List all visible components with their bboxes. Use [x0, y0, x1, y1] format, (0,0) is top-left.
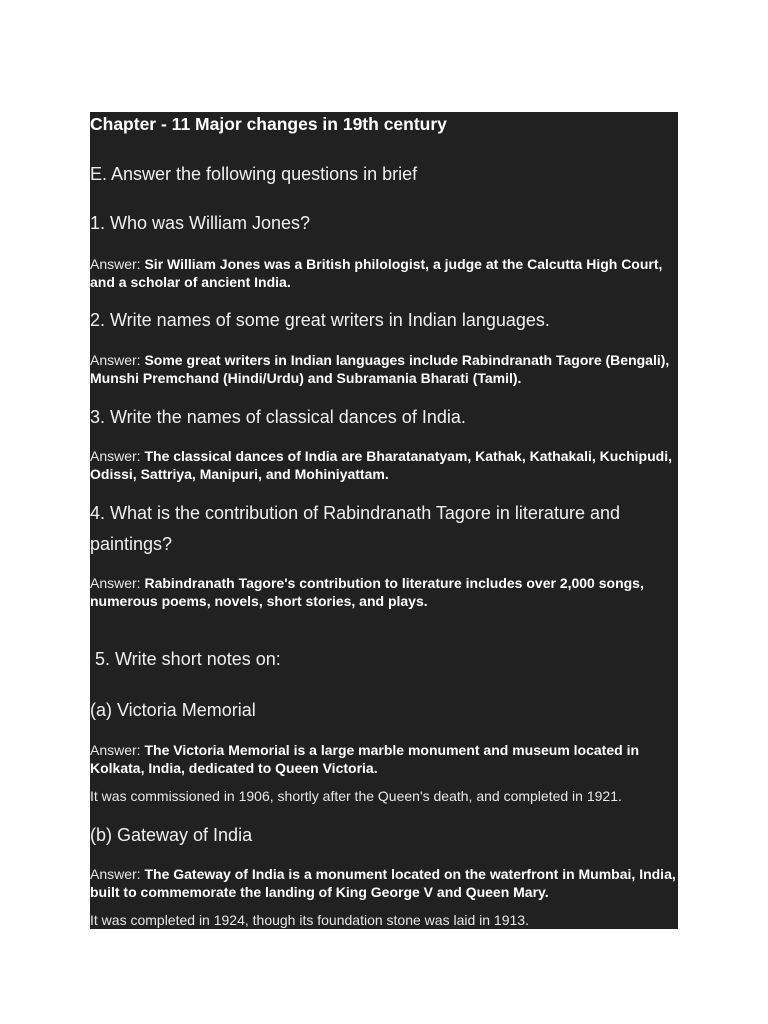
subheading-gateway-of-india: (b) Gateway of India: [90, 825, 253, 845]
content-panel: [90, 112, 678, 929]
subheading-victoria-memorial: (a) Victoria Memorial: [90, 700, 256, 720]
question-2: 2. Write names of some great writers in Indian languages.: [90, 310, 550, 330]
answer-text: The Gateway of India is a monument located on the waterfront in Mumbai, India, built to commemorate the landing of King George V and Queen Mary.: [90, 866, 676, 900]
answer-label: Answer:: [90, 742, 141, 758]
answer-label: Answer:: [90, 352, 141, 368]
answer-label: Answer:: [90, 575, 141, 591]
answer-4: [90, 574, 680, 610]
question-3: 3. Write the names of classical dances of India.: [90, 407, 466, 427]
answer-text: The Victoria Memorial is a large marble monument and museum located in Kolkata, India, dedicated to Queen Victoria.: [90, 742, 640, 776]
answer-text: The classical dances of India are Bharatanatyam, Kathak, Kathakali, Kuchipudi, Odissi, Sattriya, Manipuri, and Mohiniyattam.: [90, 448, 672, 482]
question-5: 5. Write short notes on:: [90, 649, 281, 669]
question-4: 4. What is the contribution of Rabindranath Tagore in literature and paintings?: [90, 503, 620, 554]
answer-text: Rabindranath Tagore's contribution to literature includes over 2,000 songs, numerous poems, novels, short stories, and plays.: [90, 575, 644, 609]
answer-1: [90, 255, 680, 291]
note-5b: It was completed in 1924, though its foundation stone was laid in 1913.: [90, 912, 529, 928]
note-5a: It was commissioned in 1906, shortly after the Queen's death, and completed in 1921.: [90, 788, 622, 804]
question-1: 1. Who was William Jones?: [90, 213, 311, 233]
answer-label: Answer:: [90, 448, 141, 464]
answer-3: [90, 447, 680, 483]
answer-5b: [90, 865, 680, 901]
answer-text: Some great writers in Indian languages include Rabindranath Tagore (Bengali), Munshi Premchand (Hindi/Urdu) and Subramania Bharati (Tamil).: [90, 352, 670, 386]
answer-text: Sir William Jones was a British philologist, a judge at the Calcutta High Court, and a scholar of ancient India.: [90, 256, 663, 290]
answer-label: Answer:: [90, 866, 141, 882]
answer-2: [90, 351, 680, 387]
answer-label: Answer:: [90, 256, 141, 272]
answer-5a: [90, 741, 680, 777]
chapter-title: Chapter - 11 Major changes in 19th century: [90, 114, 447, 134]
section-heading: E. Answer the following questions in brief: [90, 164, 418, 184]
